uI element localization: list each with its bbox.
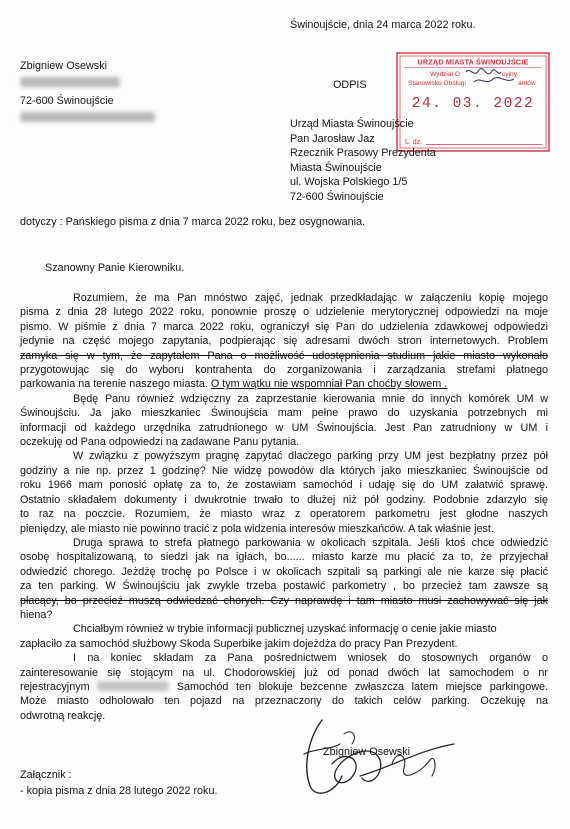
body-line xyxy=(20,464,548,478)
body-line xyxy=(20,406,548,420)
sender-address-row xyxy=(20,77,220,93)
body-line xyxy=(20,522,548,536)
body-text: za ten parking. W Świnoujściu jak zwykle trzeba postawić parkometry , bo przecież tam zawsze są xyxy=(20,580,548,593)
body-text: Może miasto odholowało ten pojazd na przeznaczony do takich celów parking. Oczekuję na xyxy=(20,695,548,708)
salutation: Szanowny Panie Kierowniku. xyxy=(45,262,185,274)
body-line xyxy=(20,594,548,608)
place-and-date: Świnoujście, dnia 24 marca 2022 roku. xyxy=(290,19,476,31)
stamp-desk-start: Stanowisko Obsługi xyxy=(408,80,466,87)
paragraph-4 xyxy=(20,536,548,622)
body-text: roku 1966 mam ponosić opłatę za to, że zostawiam samochód i udaję się do UM załatwić sprawę. xyxy=(20,479,548,492)
body-text: Druga sprawa to strefa płatnego parkowania w okolicach szpitala. Jeśli ktoś chce odwiedzić xyxy=(73,536,548,549)
paragraph-5 xyxy=(20,622,548,651)
body-text: informacji od każdego urzędnika zatrudnionego w UM Świnoujścia. Jest Pan zatrudniony w UM i xyxy=(20,421,548,434)
recipient-street: ul. Wojska Polskiego 1/5 xyxy=(290,176,408,189)
recipient-person: Pan Jarosław Jaz xyxy=(290,132,375,145)
copy-mark: ODPIS xyxy=(333,79,367,91)
letter-body xyxy=(20,291,548,723)
body-text: odwiedzić chorego. Jeżdżę trochę po Polsce i w okolicach szpitali są parkingi ale nie karze się płacić xyxy=(20,565,548,578)
sender-extra-row xyxy=(20,112,220,128)
body-line xyxy=(20,565,548,579)
body-text: zainteresowanie się stojącym na ul. Chodorowskiej już od ponad dwóch lat samochodem o nr xyxy=(20,666,548,679)
body-text: osobę hospitalizowaną, to siedzi jak na igłach, bo...... miasto karze mu płacić za to, że przyjechał xyxy=(20,551,548,564)
body-text: parkowania na terenie naszego miasta. xyxy=(20,378,208,391)
recipient-title: Rzecznik Prasowy Prezydenta xyxy=(290,147,436,160)
body-line xyxy=(20,305,548,319)
body-text: godziny a nie np. przez 1 godzinę? Nie widzę powodów dla których jako mieszkaniec Świnoujście od xyxy=(20,464,548,477)
subject-line: dotyczy : Pańskiego pisma z dnia 7 marca 2022 roku, bez osygnowania. xyxy=(20,216,366,228)
body-line xyxy=(20,449,548,463)
body-text: oczekuję od Pana odpowiedzi na zadawane Panu pytania. xyxy=(20,436,300,449)
paragraph-2 xyxy=(20,392,548,450)
body-line xyxy=(20,377,548,391)
body-text: Samochód ten blokuje bezcenne zwłaszcza latem miejsce parkingowe. xyxy=(176,680,548,693)
body-line xyxy=(20,493,548,507)
stamp-date: 24. 03. 2022 xyxy=(411,96,535,112)
body-text: jedynie na część mojego zapytania, podpierając się adresami dwóch stron internetowych. Problem xyxy=(20,335,548,348)
body-line xyxy=(20,363,548,377)
body-line xyxy=(20,550,548,564)
body-line xyxy=(20,666,548,680)
body-line xyxy=(20,478,548,492)
paragraph-1 xyxy=(20,291,548,392)
body-text: Rozumiem, że ma Pan mnóstwo zajęć, jednak przedkładając w załączeniu kopię mojego xyxy=(73,292,548,304)
body-line xyxy=(20,579,548,593)
recipient-title-cont: Miasta Świnoujście xyxy=(290,161,382,174)
redacted-sender-address xyxy=(20,77,120,87)
sender-city: 72-600 Świnoujście xyxy=(20,95,114,107)
body-text: odwrotną reakcję. xyxy=(20,709,106,722)
attachment-item: - kopia pisma z dnia 28 lutego 2022 roku. xyxy=(20,784,218,797)
stamp-ledger-label: L. dz. xyxy=(405,139,423,146)
sender-name: Zbigniew Osewski xyxy=(20,60,108,72)
body-text: pisma z dnia 28 lutego 2022 roku, ponownie proszę o udzielenie merytorycznej odpowiedzi na moje xyxy=(20,306,548,319)
redacted-sender-detail xyxy=(20,112,155,122)
body-line xyxy=(20,622,548,636)
body-text: W związku z powyższym pragnę zapytać dlaczego parking przy UM jest bezpłatny przez pół xyxy=(73,450,548,463)
body-line xyxy=(20,334,548,348)
body-text: rejestracyjnym xyxy=(20,680,90,693)
stamp-department-start: Wydział O xyxy=(430,71,460,78)
recipient-office: Urząd Miasta Świnoujście xyxy=(290,118,414,130)
body-text: Chciałbym również w trybie informacji publicznej uzyskać informację o cenie jakie miasto xyxy=(73,623,497,636)
body-line xyxy=(20,507,548,521)
body-text: hiena? xyxy=(20,608,53,621)
body-text: Świnoujściu. Ja jako mieszkaniec Świnoujścia mam pełne prawo do uzyskania potrzebnych mi xyxy=(20,407,548,420)
body-line xyxy=(20,435,548,449)
body-text: zapłaciło za samochód służbowy Skoda Superbike jakim dojeżdża do pracy Pan Prezydent. xyxy=(20,637,458,650)
body-text: Będę Panu również wdzięczny za zaprzestanie kierowania mnie do innych komórek UM w xyxy=(73,392,548,405)
signatory-name: Zbigniew Osewski xyxy=(323,746,411,758)
body-text: zamyka się w tym, że zapytałem Pana o możliwość udostępnienia studium jakie miasto wykonało xyxy=(20,349,548,362)
body-text: Ostatnio składałem dokumenty i dwukrotnie trwało to dłużej niż pół godziny. Podobnie zdarzyło się xyxy=(20,493,548,506)
attachments-label: Załącznik : xyxy=(20,769,72,781)
recipient-block xyxy=(290,117,436,205)
body-line xyxy=(20,694,548,708)
stamp-desk-end: antów xyxy=(518,80,536,87)
body-line xyxy=(20,709,548,723)
body-text: to raz na poczcie. Rozumiem, że miasto wraz z operatorem parkometru jest głodne naszych xyxy=(20,508,548,521)
handwritten-signature xyxy=(296,714,466,804)
body-line xyxy=(20,320,548,334)
sender-block xyxy=(20,58,220,128)
body-text: I na koniec składam za Pana pośrednictwem wniosek do stosownych organów o xyxy=(73,652,548,665)
body-line xyxy=(20,392,548,406)
body-line xyxy=(20,421,548,435)
stamp-department-end: cyjny xyxy=(502,71,518,78)
paragraph-6 xyxy=(20,651,548,723)
body-line xyxy=(20,608,548,622)
stamp-office-name: URZĄD MIASTA ŚWINOUJŚCIE xyxy=(417,57,529,67)
body-text: płacący, bo przecież muszą odwiedzać chorych. Czy naprawdę i tam miasto musi zachowywać się jak xyxy=(20,594,548,607)
body-line xyxy=(20,291,548,305)
body-line xyxy=(20,637,548,651)
recipient-city: 72-600 Świnoujście xyxy=(290,190,384,203)
body-text: pismo. W piśmie z dnia 7 marca 2022 roku, ograniczył się Pan do udzielenia zdawkowej odpowiedzi xyxy=(20,320,548,333)
body-text: O tym wątku nie wspomniał Pan choćby słowem . xyxy=(210,378,448,391)
body-text: pieniędzy, ale miasto nie powinno tracić z pola widzenia interesów mieszkańców. A tak właśnie jest. xyxy=(20,522,494,535)
redacted-registration-number xyxy=(97,681,169,691)
body-line xyxy=(20,349,548,363)
body-line xyxy=(20,536,548,550)
attachments-block xyxy=(20,768,217,799)
body-text: przygotowując się do wyboru kontrahenta do zorganizowania i zarządzania strefami płatnego xyxy=(20,364,548,377)
paragraph-3 xyxy=(20,449,548,535)
body-line xyxy=(20,651,548,665)
body-line xyxy=(20,680,548,694)
